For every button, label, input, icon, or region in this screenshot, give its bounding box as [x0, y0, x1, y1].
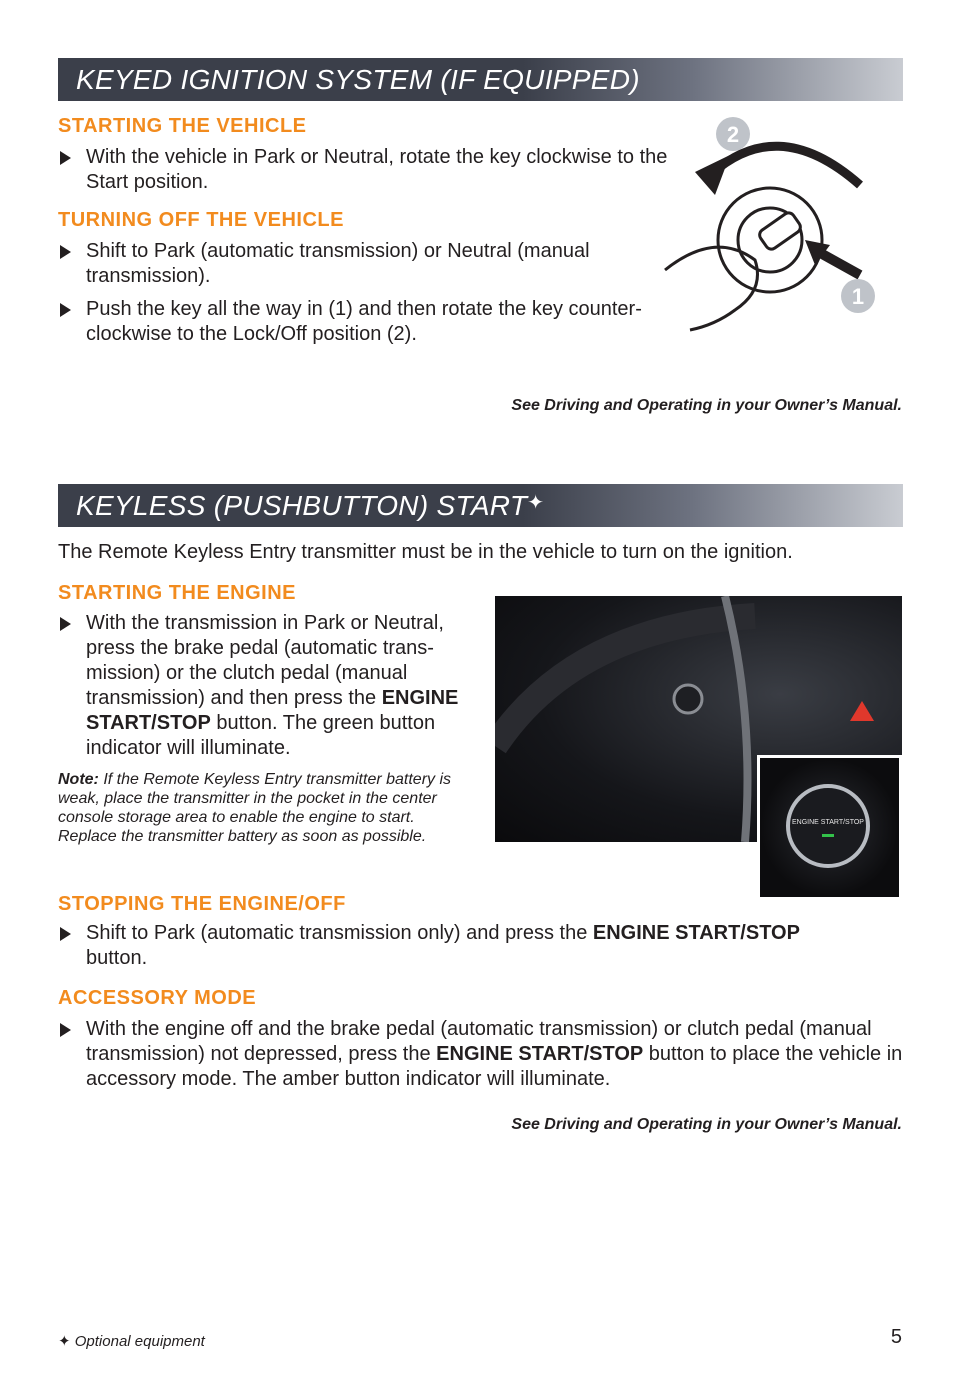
- note-text: If the Remote Keyless Entry transmitter battery is weak, place the transmitter in the pocket in the center console storage area to enable the engine to start. Replace the transmitter battery as soon as possible.: [58, 771, 452, 845]
- section-title: [76, 490, 544, 522]
- section-title: KEYED IGNITION SYSTEM (IF EQUIPPED): [76, 64, 640, 95]
- button-name: ENGINE START/STOP: [592, 922, 800, 944]
- callout-2: 2: [726, 122, 740, 147]
- trim-line: [725, 596, 748, 842]
- start-button-inset-photo: [757, 755, 902, 900]
- starting-vehicle-heading: STARTING THE VEHICLE: [58, 115, 307, 137]
- button-name: ENGINE START/STOP: [86, 687, 459, 734]
- intro-text: The Remote Keyless Entry transmitter must be in the vehicle to turn on the ignition.: [58, 541, 793, 563]
- optional-mark-icon: ✦: [527, 492, 545, 514]
- list-item: Push the key all the way in (1) and then rotate the key counter-clockwise to the Lock/Off position (2).: [58, 297, 646, 347]
- arrow-head-icon: [695, 155, 730, 195]
- starting-engine-heading: STARTING THE ENGINE: [58, 582, 297, 604]
- keyless-start-banner: [58, 484, 903, 527]
- list-item-text: With the engine off and the brake pedal (automatic transmission) or clutch pedal (manual transmission) not depressed, press the: [86, 1018, 872, 1065]
- list-item: [58, 921, 866, 971]
- list-item-text: Shift to Park (automatic transmission only) and press the: [86, 922, 588, 944]
- manual-reference: See Driving and Operating in your Owner’s Manual.: [511, 1116, 902, 1133]
- hazard-icon: [850, 701, 874, 721]
- section-title-text: KEYLESS (PUSHBUTTON) START: [76, 490, 528, 521]
- footer-note: [58, 1332, 205, 1350]
- note: [58, 770, 473, 846]
- page-number: 5: [890, 1326, 902, 1348]
- list-item-text: button.: [86, 947, 148, 969]
- stopping-engine-heading: STOPPING THE ENGINE/OFF: [58, 893, 346, 915]
- footer-text: Optional equipment: [74, 1333, 205, 1350]
- steering-wheel-rim: [495, 616, 755, 746]
- start-button-small: [674, 685, 702, 713]
- note-label: Note:: [58, 771, 99, 788]
- keyed-ignition-banner: [58, 58, 903, 101]
- list-item: [58, 611, 496, 761]
- key-icon: [757, 211, 802, 252]
- list-item-text: With the transmission in Park or Neutral, press the brake pedal (automatic trans-mission) or the clutch pedal (manual transmission) and then press the: [86, 612, 444, 709]
- list-item: Shift to Park (automatic transmission) or Neutral (manual transmission).: [58, 239, 671, 289]
- button-name: ENGINE START/STOP: [436, 1043, 644, 1065]
- accessory-mode-heading: ACCESSORY MODE: [58, 987, 257, 1009]
- start-button-label: ENGINE START/STOP: [792, 819, 864, 826]
- turning-off-heading: TURNING OFF THE VEHICLE: [58, 209, 344, 231]
- callout-1: 1: [851, 284, 865, 309]
- manual-reference: See Driving and Operating in your Owner’s Manual.: [511, 397, 902, 414]
- key-ignition-illustration: [655, 110, 905, 340]
- list-item: [58, 1017, 906, 1092]
- list-item-text: button. The green button indicator will illuminate.: [86, 712, 436, 759]
- start-button-ring: [788, 786, 868, 866]
- start-button-art: [760, 758, 899, 897]
- rotation-arrow: [705, 146, 860, 185]
- list-item-text: button to place the vehicle in accessory mode. The amber button indicator will illuminate.: [86, 1043, 903, 1090]
- optional-mark-icon: ✦: [58, 1333, 71, 1350]
- list-item: With the vehicle in Park or Neutral, rotate the key clockwise to the Start position.: [58, 145, 686, 195]
- green-indicator: [822, 834, 834, 837]
